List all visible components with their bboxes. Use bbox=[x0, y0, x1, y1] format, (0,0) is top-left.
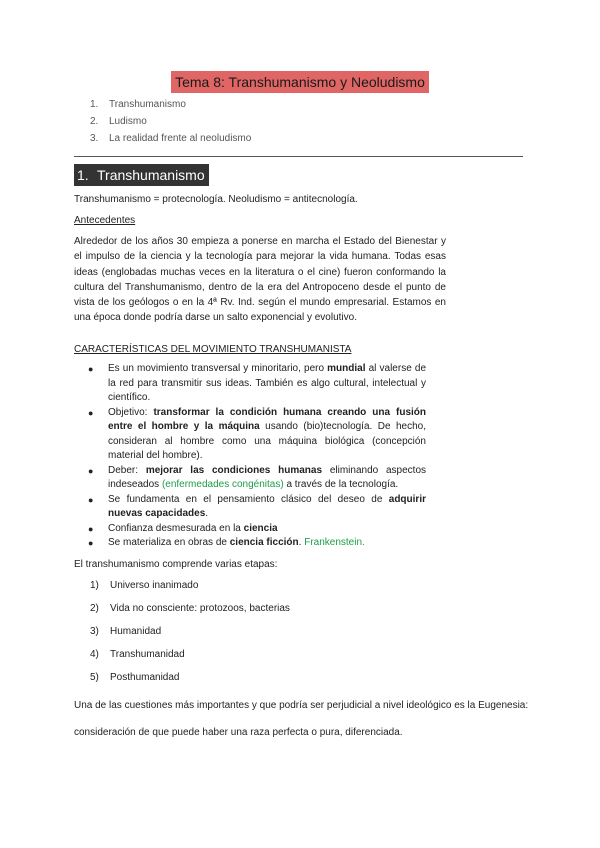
section-heading bbox=[74, 164, 209, 186]
stage-label: Posthumanidad bbox=[110, 672, 180, 683]
etapas-intro: El transhumanismo comprende varias etapas: bbox=[74, 559, 278, 570]
closing-paragraph: Una de las cuestiones más importantes y que podría ser perjudicial a nivel ideológico es la Eugenesia: consideración de que puede haber una raza perfecta o pura, diferenciada. bbox=[74, 700, 529, 738]
antecedentes-paragraph: Alrededor de los años 30 empieza a ponerse en marcha el Estado del Bienestar y el impulso de la ciencia y la tecnología para mejorar la vida humana. Todas esas ideas (englobadas muchas veces en la literatura o el cine) fueron conformando la cultura del Transhumanismo, dentro de la era del Antropoceno desde el punto de vista de los geólogos o en la 4ª Rv. Ind. según el mundo empresarial. Estamos en una época donde podría darse un salto exponencial y evolutivo. bbox=[74, 236, 446, 324]
item-bold-text: transformar la condición humana creando una fusión entre el hombre y la máquina bbox=[108, 406, 427, 432]
section-number: 1. bbox=[77, 167, 89, 183]
item-text: a través de la tecnología. bbox=[283, 479, 399, 490]
list-item bbox=[90, 671, 290, 694]
title-wrap bbox=[0, 71, 600, 93]
etapas-list bbox=[90, 579, 290, 694]
horizontal-divider bbox=[74, 156, 523, 157]
item-bold-text: ciencia ficción bbox=[229, 537, 299, 548]
bullet-icon: ● bbox=[88, 494, 94, 505]
stage-label: Humanidad bbox=[110, 626, 162, 637]
stage-number: 4) bbox=[90, 649, 99, 660]
item-bold-text: mundial bbox=[327, 363, 366, 374]
item-highlight-text: (enfermedades congénitas) bbox=[161, 479, 284, 490]
item-text: . bbox=[298, 537, 305, 548]
stage-number: 1) bbox=[90, 580, 99, 591]
caracteristicas-heading: CARACTERÍSTICAS DEL MOVIMIENTO TRANSHUMANISTA bbox=[74, 344, 352, 355]
bullet-icon: ● bbox=[88, 538, 94, 548]
list-item bbox=[90, 648, 290, 671]
item-text: usando (bio)tecnología. De hecho, consideran al hombre como una máquina biológica (concepción material del hombre). bbox=[108, 421, 426, 461]
toc-item bbox=[90, 96, 251, 113]
list-item bbox=[86, 406, 426, 464]
item-text: Deber: bbox=[108, 464, 146, 476]
item-bold-text: adquirir nuevas capacidades bbox=[108, 493, 426, 519]
item-text: Objetivo: bbox=[108, 406, 154, 418]
bullet-icon: ● bbox=[88, 465, 94, 476]
bullet-icon: ● bbox=[88, 523, 94, 534]
item-highlight-text: Frankenstein. bbox=[304, 537, 365, 548]
item-text: Se materializa en obras de bbox=[108, 537, 230, 548]
toc-number: 2. bbox=[90, 116, 99, 127]
table-of-contents bbox=[90, 96, 251, 147]
definition-line: Transhumanismo = protecnología. Neoludismo = antitecnología. bbox=[74, 194, 358, 205]
toc-item bbox=[90, 113, 251, 130]
item-text: Es un movimiento transversal y minoritario, pero bbox=[108, 363, 328, 374]
stage-label: Transhumanidad bbox=[110, 649, 185, 660]
section-label: Transhumanismo bbox=[97, 167, 205, 183]
bullet-icon: ● bbox=[88, 364, 94, 374]
list-item bbox=[86, 522, 426, 537]
stage-number: 5) bbox=[90, 672, 99, 683]
list-item bbox=[90, 579, 290, 602]
list-item bbox=[86, 362, 426, 406]
list-item bbox=[90, 602, 290, 625]
item-text: . bbox=[205, 508, 209, 519]
item-text: eliminando aspectos indeseados bbox=[108, 464, 427, 490]
list-item bbox=[86, 464, 426, 493]
stage-label: Universo inanimado bbox=[110, 580, 199, 591]
toc-label: Transhumanismo bbox=[109, 99, 186, 110]
item-text: Confianza desmesurada en la bbox=[108, 522, 244, 534]
list-item bbox=[86, 536, 426, 551]
stage-number: 3) bbox=[90, 626, 99, 637]
item-bold-text: mejorar las condiciones humanas bbox=[145, 464, 323, 476]
toc-number: 3. bbox=[90, 133, 99, 144]
list-item bbox=[90, 625, 290, 648]
toc-number: 1. bbox=[90, 99, 99, 110]
stage-number: 2) bbox=[90, 603, 99, 614]
item-bold-text: ciencia bbox=[243, 522, 278, 534]
bullet-icon: ● bbox=[88, 407, 94, 418]
toc-label: Ludismo bbox=[109, 116, 147, 127]
caracteristicas-list bbox=[86, 362, 426, 551]
stage-label: Vida no consciente: protozoos, bacterias bbox=[110, 603, 290, 614]
antecedentes-heading: Antecedentes bbox=[74, 215, 136, 226]
list-item bbox=[86, 493, 426, 522]
item-text: Se fundamenta en el pensamiento clásico del deseo de bbox=[108, 493, 389, 505]
toc-item bbox=[90, 130, 251, 147]
toc-label: La realidad frente al neoludismo bbox=[109, 133, 252, 144]
document-title: Tema 8: Transhumanismo y Neoludismo bbox=[171, 71, 429, 93]
item-text: al valerse de la red para transmitir sus ideas. También es algo cultural, intelectual y científico. bbox=[108, 363, 427, 403]
